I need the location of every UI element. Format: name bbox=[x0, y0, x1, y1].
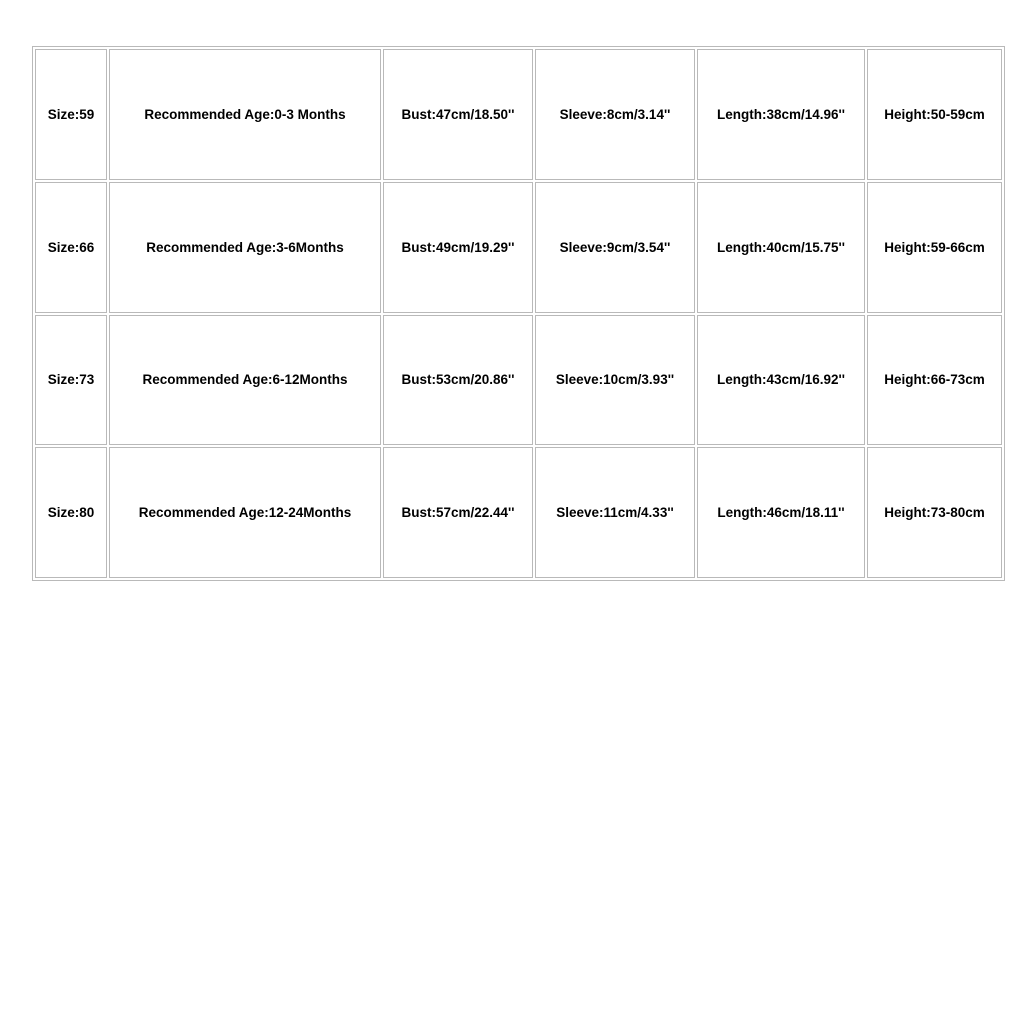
size-cell: Size:59 bbox=[35, 49, 107, 180]
table-row bbox=[35, 182, 1002, 313]
height-cell: Height:73-80cm bbox=[867, 447, 1002, 578]
sleeve-cell: Sleeve:8cm/3.14'' bbox=[535, 49, 695, 180]
height-cell: Height:50-59cm bbox=[867, 49, 1002, 180]
size-cell: Size:73 bbox=[35, 315, 107, 446]
recommended-age-cell: Recommended Age:3-6Months bbox=[109, 182, 381, 313]
height-cell: Height:59-66cm bbox=[867, 182, 1002, 313]
recommended-age-cell: Recommended Age:0-3 Months bbox=[109, 49, 381, 180]
table-row bbox=[35, 447, 1002, 578]
size-cell: Size:80 bbox=[35, 447, 107, 578]
sleeve-cell: Sleeve:10cm/3.93'' bbox=[535, 315, 695, 446]
table-row bbox=[35, 49, 1002, 180]
sleeve-cell: Sleeve:9cm/3.54'' bbox=[535, 182, 695, 313]
length-cell: Length:40cm/15.75'' bbox=[697, 182, 865, 313]
bust-cell: Bust:57cm/22.44'' bbox=[383, 447, 533, 578]
height-cell: Height:66-73cm bbox=[867, 315, 1002, 446]
size-chart-table bbox=[32, 46, 1005, 581]
bust-cell: Bust:49cm/19.29'' bbox=[383, 182, 533, 313]
sleeve-cell: Sleeve:11cm/4.33'' bbox=[535, 447, 695, 578]
table-row bbox=[35, 315, 1002, 446]
size-cell: Size:66 bbox=[35, 182, 107, 313]
recommended-age-cell: Recommended Age:6-12Months bbox=[109, 315, 381, 446]
length-cell: Length:46cm/18.11'' bbox=[697, 447, 865, 578]
recommended-age-cell: Recommended Age:12-24Months bbox=[109, 447, 381, 578]
length-cell: Length:38cm/14.96'' bbox=[697, 49, 865, 180]
length-cell: Length:43cm/16.92'' bbox=[697, 315, 865, 446]
bust-cell: Bust:47cm/18.50'' bbox=[383, 49, 533, 180]
bust-cell: Bust:53cm/20.86'' bbox=[383, 315, 533, 446]
